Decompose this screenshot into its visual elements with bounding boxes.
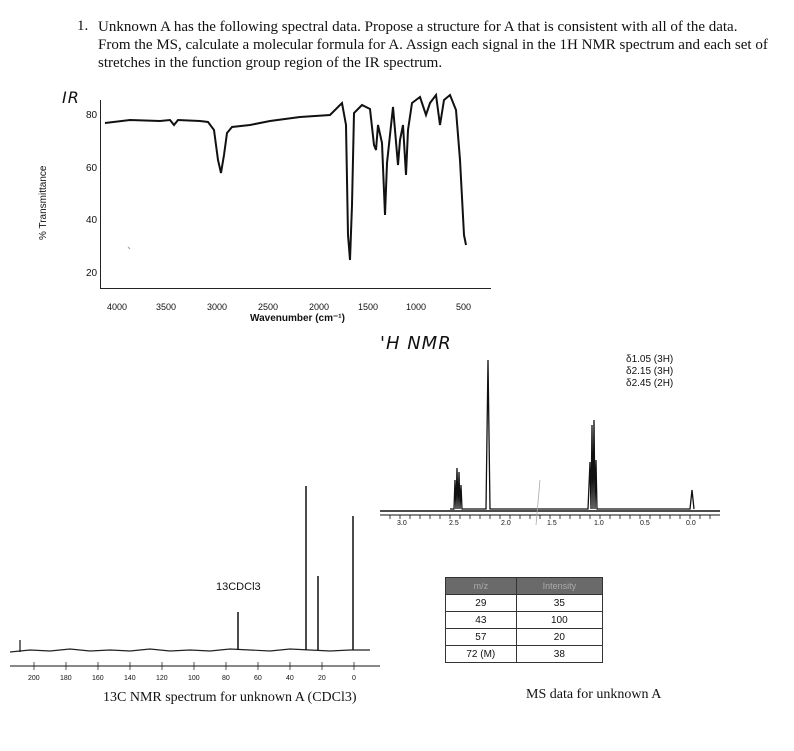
ir-ytick: 80	[86, 110, 98, 121]
table-row	[446, 595, 603, 612]
ir-xtick: 1500	[358, 302, 379, 312]
ir-xtick: 2500	[258, 302, 279, 312]
c-nmr-xtick: 80	[222, 675, 230, 682]
h-nmr-spectrum	[380, 350, 720, 530]
ir-xtick: 4000	[107, 302, 128, 312]
ir-ytick: 40	[86, 215, 98, 226]
ir-xtick: 1000	[406, 302, 427, 312]
table-row	[446, 629, 603, 646]
c-nmr-xtick: 40	[286, 675, 294, 682]
ms-mz-cell: 29	[446, 595, 517, 612]
ir-ytick: 20	[86, 268, 98, 279]
ms-intensity-cell: 35	[516, 595, 602, 612]
h-nmr-xtick: 2.5	[449, 520, 459, 527]
ir-ytick: 60	[86, 163, 98, 174]
ms-mz-cell: 57	[446, 629, 517, 646]
c-nmr-xtick: 60	[254, 675, 262, 682]
h-nmr-legend-item: δ2.15 (3H)	[626, 366, 674, 377]
ir-xtick: 500	[456, 302, 472, 312]
h-nmr-xtick: 0.5	[640, 520, 650, 527]
ms-header-mz: m/z	[446, 578, 517, 595]
h-nmr-xtick: 3.0	[397, 520, 407, 527]
c-nmr-spectrum	[10, 480, 390, 680]
ir-spectrum-trace	[100, 85, 492, 290]
ir-y-axis-label: % Transmittance	[38, 165, 49, 240]
question-number: 1.	[77, 18, 89, 34]
c-nmr-xtick: 140	[124, 675, 136, 682]
c-nmr-solvent-label: 13CDCl3	[216, 581, 261, 593]
c-nmr-xtick: 20	[318, 675, 326, 682]
c-nmr-xtick: 0	[352, 675, 356, 682]
ms-header-intensity: Intensity	[516, 578, 602, 595]
ms-data-table	[445, 577, 603, 663]
ms-mz-cell: 43	[446, 612, 517, 629]
c-nmr-xtick: 100	[188, 675, 200, 682]
h-nmr-xtick: 1.0	[594, 520, 604, 527]
question-text: Unknown A has the following spectral data. Propose a structure for A that is consistent with all of the data. From the MS, calculate a molecular formula for A. Assign each signal in the 1H NMR spectrum and each set of stretches in the function group region of the IR spectrum.	[98, 19, 768, 71]
ir-handwritten-label: IR	[62, 88, 80, 107]
h-nmr-legend-item: δ2.45 (2H)	[626, 378, 674, 389]
h-nmr-xtick: 2.0	[501, 520, 511, 527]
h-nmr-xtick: 0.0	[686, 520, 696, 527]
ms-intensity-cell: 20	[516, 629, 602, 646]
h-nmr-handwritten-label: 'H NMR	[380, 333, 452, 354]
h-nmr-xtick: 1.5	[547, 520, 557, 527]
c-nmr-xtick: 120	[156, 675, 168, 682]
ms-intensity-cell: 100	[516, 612, 602, 629]
ir-x-axis-label: Wavenumber (cm⁻¹)	[250, 313, 345, 324]
c-nmr-xtick: 160	[92, 675, 104, 682]
c-nmr-caption: 13C NMR spectrum for unknown A (CDCl3)	[103, 690, 357, 705]
table-row	[446, 612, 603, 629]
ir-xtick: 2000	[309, 302, 330, 312]
ms-mz-cell: 72 (M)	[446, 646, 517, 663]
ir-xtick: 3500	[156, 302, 177, 312]
ms-intensity-cell: 38	[516, 646, 602, 663]
ms-caption: MS data for unknown A	[526, 687, 662, 702]
ir-xtick: 3000	[207, 302, 228, 312]
c-nmr-xtick: 180	[60, 675, 72, 682]
table-row	[446, 646, 603, 663]
h-nmr-legend-item: δ1.05 (3H)	[626, 354, 674, 365]
c-nmr-xtick: 200	[28, 675, 40, 682]
